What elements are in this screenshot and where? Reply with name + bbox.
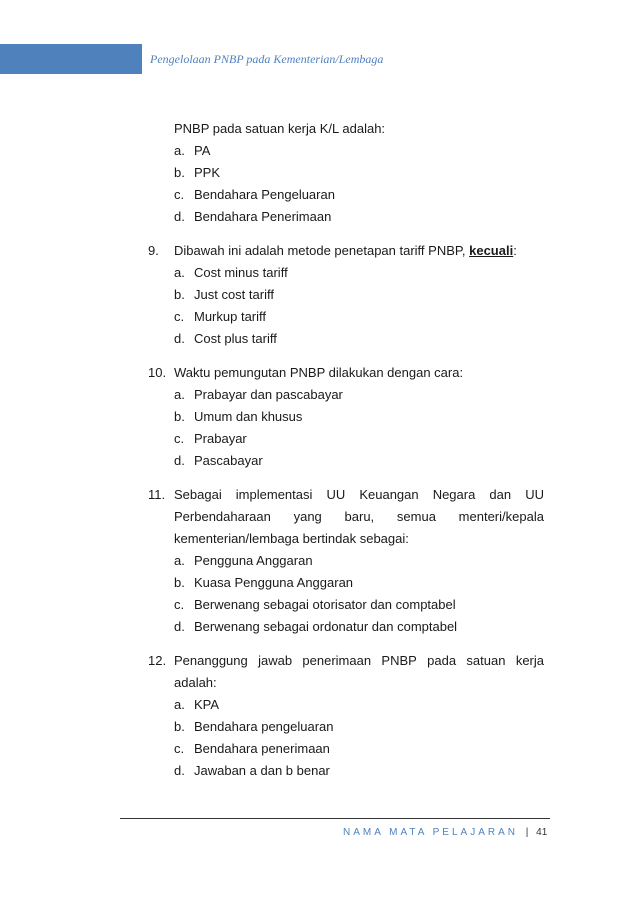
q10-option-c: c. Prabayar xyxy=(174,431,247,446)
footer-course-name: NAMA MATA PELAJARAN xyxy=(343,827,518,838)
q12-option-c: c. Bendahara penerimaan xyxy=(174,741,330,756)
q11-stem-line-2: Perbendaharaan yang baru, semua menteri/kepala xyxy=(174,509,544,524)
q8-option-a: a. PA xyxy=(174,143,211,158)
q12-option-d: d. Jawaban a dan b benar xyxy=(174,763,330,778)
q10-stem: 10. Waktu pemungutan PNBP dilakukan dengan cara: xyxy=(148,362,544,384)
q9-number: 9. xyxy=(148,243,159,258)
q11-number: 11. xyxy=(148,487,166,502)
page-number: 41 xyxy=(536,827,548,838)
q11-stem-line-1: 11. Sebagai implementasi UU Keuangan Negara dan UU xyxy=(148,484,544,506)
q10-option-d: d. Pascabayar xyxy=(174,453,263,468)
q11-stem-line-3: kementerian/lembaga bertindak sebagai: xyxy=(174,531,409,546)
q12-option-a: a. KPA xyxy=(174,697,220,712)
q11-option-d: d. Berwenang sebagai ordonatur dan comptabel xyxy=(174,619,458,634)
header-accent-bar xyxy=(0,44,142,74)
question-list xyxy=(148,118,544,782)
q8-option-b: b. PPK xyxy=(174,165,221,180)
q12-stem-line-2: adalah: xyxy=(174,675,217,690)
q8-option-d: d. Bendahara Penerimaan xyxy=(174,209,332,224)
q12-stem-line-1: 12. Penanggung jawab penerimaan PNBP pada satuan kerja xyxy=(148,650,544,672)
q12-number: 12. xyxy=(148,653,167,668)
q11-option-b: b. Kuasa Pengguna Anggaran xyxy=(174,575,354,590)
q9-keyword: kecuali xyxy=(469,243,514,258)
q12-option-b: b. Bendahara pengeluaran xyxy=(174,719,334,734)
footer-separator: | xyxy=(525,827,529,838)
q8-option-c: c. Bendahara Pengeluaran xyxy=(174,187,335,202)
header-title: Pengelolaan PNBP pada Kementerian/Lembaga xyxy=(150,52,384,66)
q11-option-c: c. Berwenang sebagai otorisator dan comptabel xyxy=(174,597,456,612)
footer-divider xyxy=(120,818,550,819)
q9-option-c: c. Murkup tariff xyxy=(174,309,267,324)
q9-option-d: d. Cost plus tariff xyxy=(174,331,277,346)
q10-number: 10. xyxy=(148,365,167,380)
q9-option-a: a. Cost minus tariff xyxy=(174,265,288,280)
q8-stem: PNBP pada satuan kerja K/L adalah: xyxy=(174,121,386,136)
footer xyxy=(343,827,547,838)
q11-option-a: a. Pengguna Anggaran xyxy=(174,553,313,568)
q9-option-b: b. Just cost tariff xyxy=(174,287,274,302)
q10-option-b: b. Umum dan khusus xyxy=(174,409,303,424)
q10-option-a: a. Prabayar dan pascabayar xyxy=(174,387,343,402)
q9-stem: 9. Dibawah ini adalah metode penetapan tariff PNBP, kecuali: xyxy=(148,240,544,262)
